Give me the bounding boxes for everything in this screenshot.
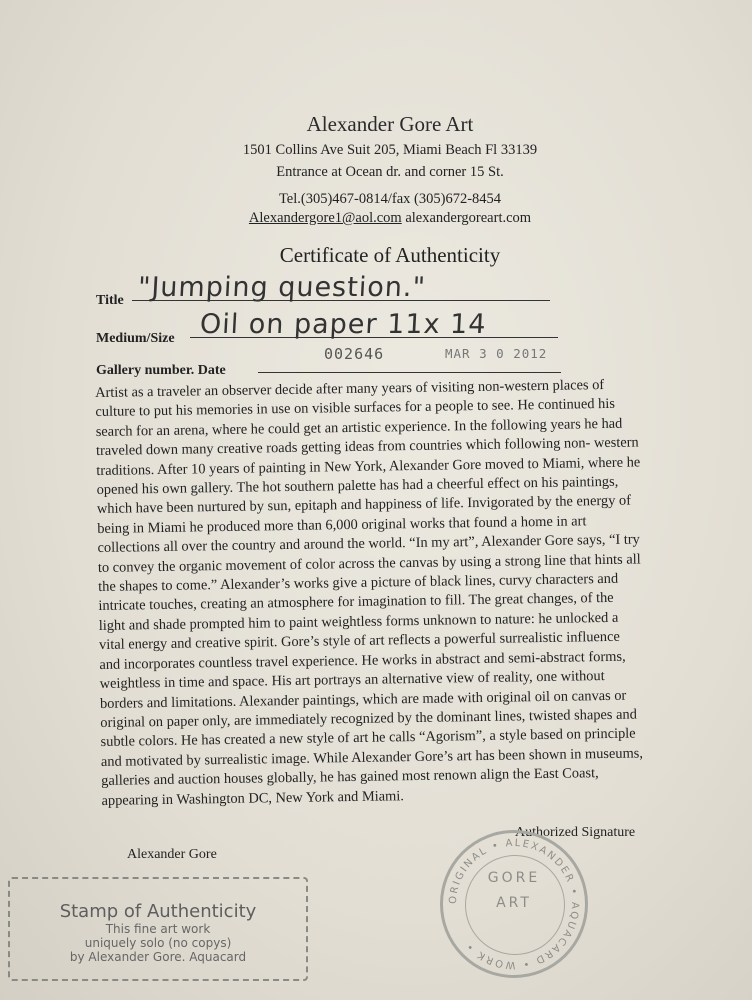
company-name: Alexander Gore Art	[306, 112, 474, 136]
contact-block	[180, 190, 600, 228]
gallery-date-label: Gallery number. Date	[96, 363, 226, 378]
address-line-1: 1501 Collins Ave Suit 205, Miami Beach Fl 33139	[242, 142, 538, 158]
gallery-date-line	[258, 372, 561, 373]
address-line-2: Entrance at Ocean dr. and corner 15 St.	[276, 164, 504, 180]
stamp-line-1: This fine art work	[105, 922, 211, 936]
artist-biography: Artist as a traveler an observer decide after many years of visiting non-western places of culture to put his memories in use on visible surfaces for a people to see. He continued his search for an arena, where he could get an artistic experience. In the following years he had traveled down many creative roads getting ideas from countries which following non- western traditions. After 10 years of painting in New York, Alexander Gore moved to Miami, where he opened his own gallery. The hot southern palette has had a cheerful effect on his paintings, which have been nurtured by sun, epitaph and happiness of life. Invigorated by the energy of being in Miami he produced more than 6,000 original works that found a home in art collections all over the country and around the world. “In my art”, Alexander Gore says, “I try to convey the organic movement of color across the canvas by using a strong line that hints all the shapes to come.” Alexander’s works give a picture of black lines, curvy characters and intricate touches, creating an atmosphere for imagination to fill. The great changes, of the light and shade prompted him to paint weightless forms unknown to nature: he unlocked a vital energy and creative spirit. Gore’s style of art reflects a powerful surrealistic influence and incorporates countless travel experience. He works in abstract and semi-abstract forms, weightless in time and space. His art portrays an alternative view of reality, one without borders and limitations. Alexander paintings, which are made with original oil on canvas or original on paper only, are immediately recognized by the dominant lines, twisted shapes and subtle colors. He has created a new style of art he calls “Agorism”, a style based on principle and motivated by surrealistic image. While Alexander Gore’s art has been shown in museums, galleries and auction houses globally, he has gained most renown align the East Coast, appearing in Washington DC, New York and Miami.	[95, 377, 644, 809]
date-stamp: MAR 3 0 2012	[445, 346, 548, 361]
certificate-title: Certificate of Authenticity	[279, 243, 501, 267]
seal-word-gore: GORE	[487, 870, 541, 886]
title-handwritten: "Jumping question."	[137, 272, 427, 303]
letterhead	[180, 112, 600, 181]
phone-fax: Tel.(305)467-0814/fax (305)672-8454	[278, 191, 502, 207]
stamp-line-2: uniquely solo (no copys)	[84, 936, 232, 950]
title-label: Title	[96, 293, 124, 308]
seal-word-art: ART	[496, 895, 532, 911]
stamp-heading: Stamp of Authenticity	[59, 901, 257, 922]
gore-art-seal	[440, 830, 588, 978]
medium-handwritten: Oil on paper 11x 14	[199, 309, 488, 340]
email-link[interactable]: Alexandergore1@aol.com	[248, 210, 402, 226]
medium-label: Medium/Size	[96, 331, 175, 346]
email-website-line	[180, 209, 600, 228]
authorized-signature-label: Authorized Signature	[515, 825, 636, 840]
seal-ring-text: ORIGINAL • ALEXANDER • AQUACARD • WORK •	[447, 837, 581, 971]
gallery-number: 002646	[324, 345, 385, 363]
stamp-of-authenticity	[8, 877, 308, 981]
website: alexandergoreart.com	[405, 210, 532, 226]
stamp-line-3: by Alexander Gore. Aquacard	[69, 950, 247, 964]
artist-name-signature: Alexander Gore	[127, 847, 217, 862]
